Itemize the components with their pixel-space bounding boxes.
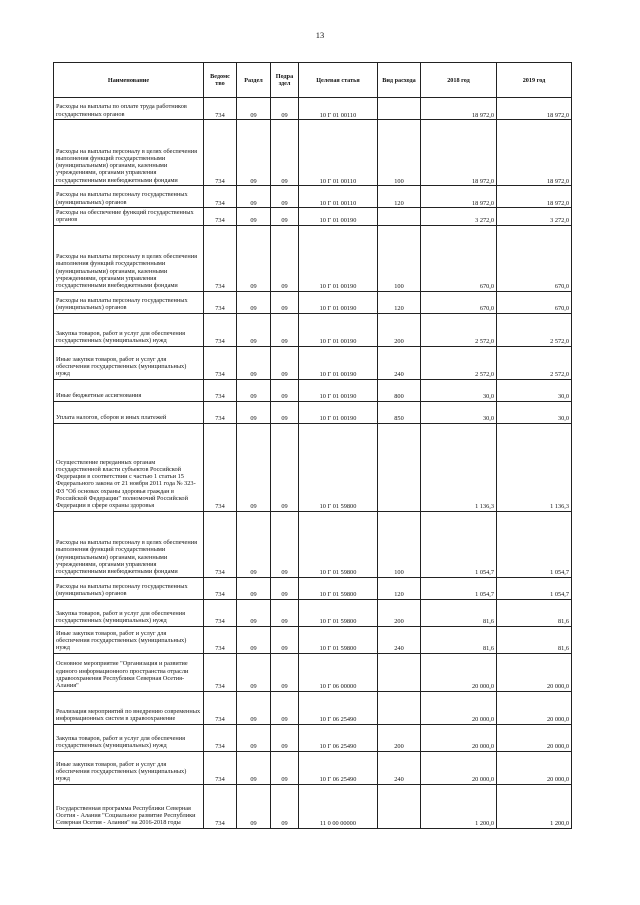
- row-razdel: 09: [237, 724, 271, 751]
- row-2019: 18 972,0: [497, 186, 572, 208]
- row-name: Расходы на выплаты персоналу в целях обеспечения выполнения функций государственными (муниципальными) органами, казенными учреждениями, органами управления государственными внебюджетными фондами: [54, 225, 204, 291]
- row-2019: 1 136,3: [497, 423, 572, 511]
- row-ved: 734: [204, 751, 237, 784]
- header-2018: 2018 год: [421, 63, 497, 98]
- row-podrazdel: 09: [271, 626, 299, 653]
- row-target: 10 Г 01 00110: [299, 120, 378, 186]
- row-vid: [378, 208, 421, 226]
- row-2018: 18 972,0: [421, 186, 497, 208]
- row-name: Расходы на обеспечение функций государственных органов: [54, 208, 204, 226]
- row-target: 10 Г 01 00190: [299, 401, 378, 423]
- table-row: [54, 423, 572, 511]
- row-name: Расходы на выплаты персоналу государственных (муниципальных) органов: [54, 577, 204, 599]
- row-vid: 200: [378, 599, 421, 626]
- row-ved: 734: [204, 313, 237, 346]
- row-2018: 2 572,0: [421, 313, 497, 346]
- header-name: Наименование: [54, 63, 204, 98]
- row-vid: 200: [378, 724, 421, 751]
- row-2019: 20 000,0: [497, 751, 572, 784]
- header-target: Целевая статья: [299, 63, 378, 98]
- row-2018: 20 000,0: [421, 653, 497, 691]
- budget-table: [53, 62, 572, 829]
- row-name: Закупка товаров, работ и услуг для обеспечения государственных (муниципальных) нужд: [54, 313, 204, 346]
- row-2019: 1 054,7: [497, 511, 572, 577]
- row-vid: 200: [378, 313, 421, 346]
- row-2019: 3 272,0: [497, 208, 572, 226]
- row-ved: 734: [204, 724, 237, 751]
- header-2019: 2019 год: [497, 63, 572, 98]
- row-ved: 734: [204, 423, 237, 511]
- row-target: 11 0 00 00000: [299, 784, 378, 828]
- row-ved: 734: [204, 225, 237, 291]
- row-ved: 734: [204, 120, 237, 186]
- row-razdel: 09: [237, 313, 271, 346]
- row-podrazdel: 09: [271, 313, 299, 346]
- row-2019: 2 572,0: [497, 313, 572, 346]
- row-target: 10 Г 01 59800: [299, 423, 378, 511]
- row-vid: [378, 653, 421, 691]
- row-ved: 734: [204, 291, 237, 313]
- row-2019: 670,0: [497, 291, 572, 313]
- row-vid: 240: [378, 346, 421, 379]
- row-ved: 734: [204, 401, 237, 423]
- row-target: 10 Г 01 00190: [299, 313, 378, 346]
- table-row: [54, 208, 572, 226]
- row-podrazdel: 09: [271, 784, 299, 828]
- row-podrazdel: 09: [271, 291, 299, 313]
- header-razdel: Раздел: [237, 63, 271, 98]
- row-razdel: 09: [237, 379, 271, 401]
- row-2019: 18 972,0: [497, 120, 572, 186]
- row-target: 10 Г 06 25490: [299, 724, 378, 751]
- row-name: Уплата налогов, сборов и иных платежей: [54, 401, 204, 423]
- row-vid: 240: [378, 626, 421, 653]
- row-podrazdel: 09: [271, 208, 299, 226]
- row-2018: 1 200,0: [421, 784, 497, 828]
- row-razdel: 09: [237, 691, 271, 724]
- row-podrazdel: 09: [271, 120, 299, 186]
- table-header-row: [54, 63, 572, 98]
- row-name: Иные закупки товаров, работ и услуг для обеспечения государственных (муниципальных) нужд: [54, 626, 204, 653]
- row-razdel: 09: [237, 401, 271, 423]
- row-2018: 20 000,0: [421, 751, 497, 784]
- row-2018: 30,0: [421, 379, 497, 401]
- row-target: 10 Г 01 00190: [299, 346, 378, 379]
- row-ved: 734: [204, 98, 237, 120]
- row-target: 10 Г 01 00190: [299, 379, 378, 401]
- row-2019: 81,6: [497, 599, 572, 626]
- row-podrazdel: 09: [271, 691, 299, 724]
- row-name: Расходы на выплаты персоналу в целях обеспечения выполнения функций государственными (муниципальными) органами, казенными учреждениями, органами управления государственными внебюджетными фондами: [54, 120, 204, 186]
- row-2019: 1 054,7: [497, 577, 572, 599]
- row-2018: 18 972,0: [421, 98, 497, 120]
- row-vid: 120: [378, 186, 421, 208]
- table-row: [54, 784, 572, 828]
- row-2019: 2 572,0: [497, 346, 572, 379]
- row-target: 10 Г 01 00190: [299, 208, 378, 226]
- row-vid: 100: [378, 511, 421, 577]
- row-target: 10 Г 01 59800: [299, 577, 378, 599]
- row-name: Расходы на выплаты персоналу государственных (муниципальных) органов: [54, 291, 204, 313]
- row-vid: 100: [378, 225, 421, 291]
- table-row: [54, 691, 572, 724]
- row-2019: 20 000,0: [497, 724, 572, 751]
- row-ved: 734: [204, 626, 237, 653]
- row-name: Основное мероприятие "Организация и развитие единого информационного пространства отрасли здравоохранения Республики Северная Осетия-Алания": [54, 653, 204, 691]
- row-name: Расходы на выплаты по оплате труда работников государственных органов: [54, 98, 204, 120]
- table-row: [54, 346, 572, 379]
- table-row: [54, 313, 572, 346]
- row-vid: 800: [378, 379, 421, 401]
- row-razdel: 09: [237, 751, 271, 784]
- row-2018: 81,6: [421, 626, 497, 653]
- row-podrazdel: 09: [271, 751, 299, 784]
- row-ved: 734: [204, 511, 237, 577]
- table-row: [54, 751, 572, 784]
- row-2018: 670,0: [421, 291, 497, 313]
- row-2018: 3 272,0: [421, 208, 497, 226]
- row-2018: 20 000,0: [421, 691, 497, 724]
- row-2018: 1 136,3: [421, 423, 497, 511]
- row-2019: 18 972,0: [497, 98, 572, 120]
- row-razdel: 09: [237, 346, 271, 379]
- row-razdel: 09: [237, 626, 271, 653]
- row-podrazdel: 09: [271, 653, 299, 691]
- header-ved: Ведомс тво: [204, 63, 237, 98]
- row-podrazdel: 09: [271, 724, 299, 751]
- table-row: [54, 186, 572, 208]
- row-podrazdel: 09: [271, 599, 299, 626]
- table-row: [54, 599, 572, 626]
- row-vid: 120: [378, 577, 421, 599]
- row-razdel: 09: [237, 291, 271, 313]
- row-target: 10 Г 01 59800: [299, 626, 378, 653]
- row-target: 10 Г 06 00000: [299, 653, 378, 691]
- row-podrazdel: 09: [271, 379, 299, 401]
- row-vid: 100: [378, 120, 421, 186]
- table-row: [54, 120, 572, 186]
- row-name: Государственная программа Республики Северная Осетия - Алания "Социальное развитие Республики Северная Осетия - Алания" на 2016-2018 годы: [54, 784, 204, 828]
- row-ved: 734: [204, 379, 237, 401]
- table-row: [54, 577, 572, 599]
- row-podrazdel: 09: [271, 577, 299, 599]
- row-name: Осуществление переданных органам государственной власти субъектов Российской Федерации в соответствии с частью 1 статьи 15 Федерального закона от 21 ноября 2011 года № 323-ФЗ "Об основах охраны здоровья граждан в Российской Федерации" полномочий Российской Федерации в сфере охраны здоровья: [54, 423, 204, 511]
- row-2018: 18 972,0: [421, 120, 497, 186]
- table-row: [54, 724, 572, 751]
- table-row: [54, 291, 572, 313]
- row-name: Расходы на выплаты персоналу государственных (муниципальных) органов: [54, 186, 204, 208]
- row-2018: 81,6: [421, 599, 497, 626]
- row-razdel: 09: [237, 98, 271, 120]
- header-vid: Вид расхода: [378, 63, 421, 98]
- row-ved: 734: [204, 691, 237, 724]
- row-2019: 670,0: [497, 225, 572, 291]
- row-razdel: 09: [237, 225, 271, 291]
- row-2019: 20 000,0: [497, 691, 572, 724]
- row-target: 10 Г 06 25490: [299, 751, 378, 784]
- row-razdel: 09: [237, 186, 271, 208]
- row-2018: 2 572,0: [421, 346, 497, 379]
- row-2018: 1 054,7: [421, 577, 497, 599]
- row-target: 10 Г 01 00190: [299, 291, 378, 313]
- row-podrazdel: 09: [271, 186, 299, 208]
- row-podrazdel: 09: [271, 423, 299, 511]
- row-target: 10 Г 01 00110: [299, 186, 378, 208]
- table-row: [54, 401, 572, 423]
- row-ved: 734: [204, 784, 237, 828]
- row-razdel: 09: [237, 653, 271, 691]
- row-vid: 120: [378, 291, 421, 313]
- table-row: [54, 653, 572, 691]
- row-razdel: 09: [237, 423, 271, 511]
- table-row: [54, 98, 572, 120]
- row-podrazdel: 09: [271, 511, 299, 577]
- row-name: Иные закупки товаров, работ и услуг для обеспечения государственных (муниципальных) нужд: [54, 346, 204, 379]
- row-2019: 30,0: [497, 401, 572, 423]
- row-razdel: 09: [237, 511, 271, 577]
- row-2018: 20 000,0: [421, 724, 497, 751]
- row-vid: [378, 784, 421, 828]
- table-row: [54, 225, 572, 291]
- row-razdel: 09: [237, 577, 271, 599]
- row-name: Иные закупки товаров, работ и услуг для обеспечения государственных (муниципальных) нужд: [54, 751, 204, 784]
- row-razdel: 09: [237, 784, 271, 828]
- row-ved: 734: [204, 577, 237, 599]
- row-vid: [378, 691, 421, 724]
- row-target: 10 Г 01 00190: [299, 225, 378, 291]
- row-2018: 670,0: [421, 225, 497, 291]
- row-name: Расходы на выплаты персоналу в целях обеспечения выполнения функций государственными (муниципальными) органами, казенными учреждениями, органами управления государственными внебюджетными фондами: [54, 511, 204, 577]
- table-row: [54, 626, 572, 653]
- row-target: 10 Г 01 59800: [299, 599, 378, 626]
- row-target: 10 Г 01 59800: [299, 511, 378, 577]
- row-ved: 734: [204, 346, 237, 379]
- row-2019: 1 200,0: [497, 784, 572, 828]
- row-razdel: 09: [237, 208, 271, 226]
- row-target: 10 Г 06 25490: [299, 691, 378, 724]
- row-ved: 734: [204, 653, 237, 691]
- row-2018: 1 054,7: [421, 511, 497, 577]
- row-razdel: 09: [237, 120, 271, 186]
- table-body: [54, 98, 572, 829]
- row-podrazdel: 09: [271, 225, 299, 291]
- row-2019: 30,0: [497, 379, 572, 401]
- row-2018: 30,0: [421, 401, 497, 423]
- row-razdel: 09: [237, 599, 271, 626]
- page-number: 13: [315, 30, 325, 40]
- row-name: Реализация мероприятий по внедрению современных информационных систем в здравоохранение: [54, 691, 204, 724]
- row-vid: 240: [378, 751, 421, 784]
- row-vid: 850: [378, 401, 421, 423]
- row-ved: 734: [204, 186, 237, 208]
- row-name: Иные бюджетные ассигнования: [54, 379, 204, 401]
- row-ved: 734: [204, 208, 237, 226]
- row-ved: 734: [204, 599, 237, 626]
- row-target: 10 Г 01 00110: [299, 98, 378, 120]
- row-podrazdel: 09: [271, 346, 299, 379]
- row-2019: 20 000,0: [497, 653, 572, 691]
- table-row: [54, 511, 572, 577]
- row-podrazdel: 09: [271, 401, 299, 423]
- header-podrazdel: Подра здел: [271, 63, 299, 98]
- table-row: [54, 379, 572, 401]
- row-podrazdel: 09: [271, 98, 299, 120]
- row-vid: [378, 423, 421, 511]
- row-vid: [378, 98, 421, 120]
- row-name: Закупка товаров, работ и услуг для обеспечения государственных (муниципальных) нужд: [54, 599, 204, 626]
- row-2019: 81,6: [497, 626, 572, 653]
- row-name: Закупка товаров, работ и услуг для обеспечения государственных (муниципальных) нужд: [54, 724, 204, 751]
